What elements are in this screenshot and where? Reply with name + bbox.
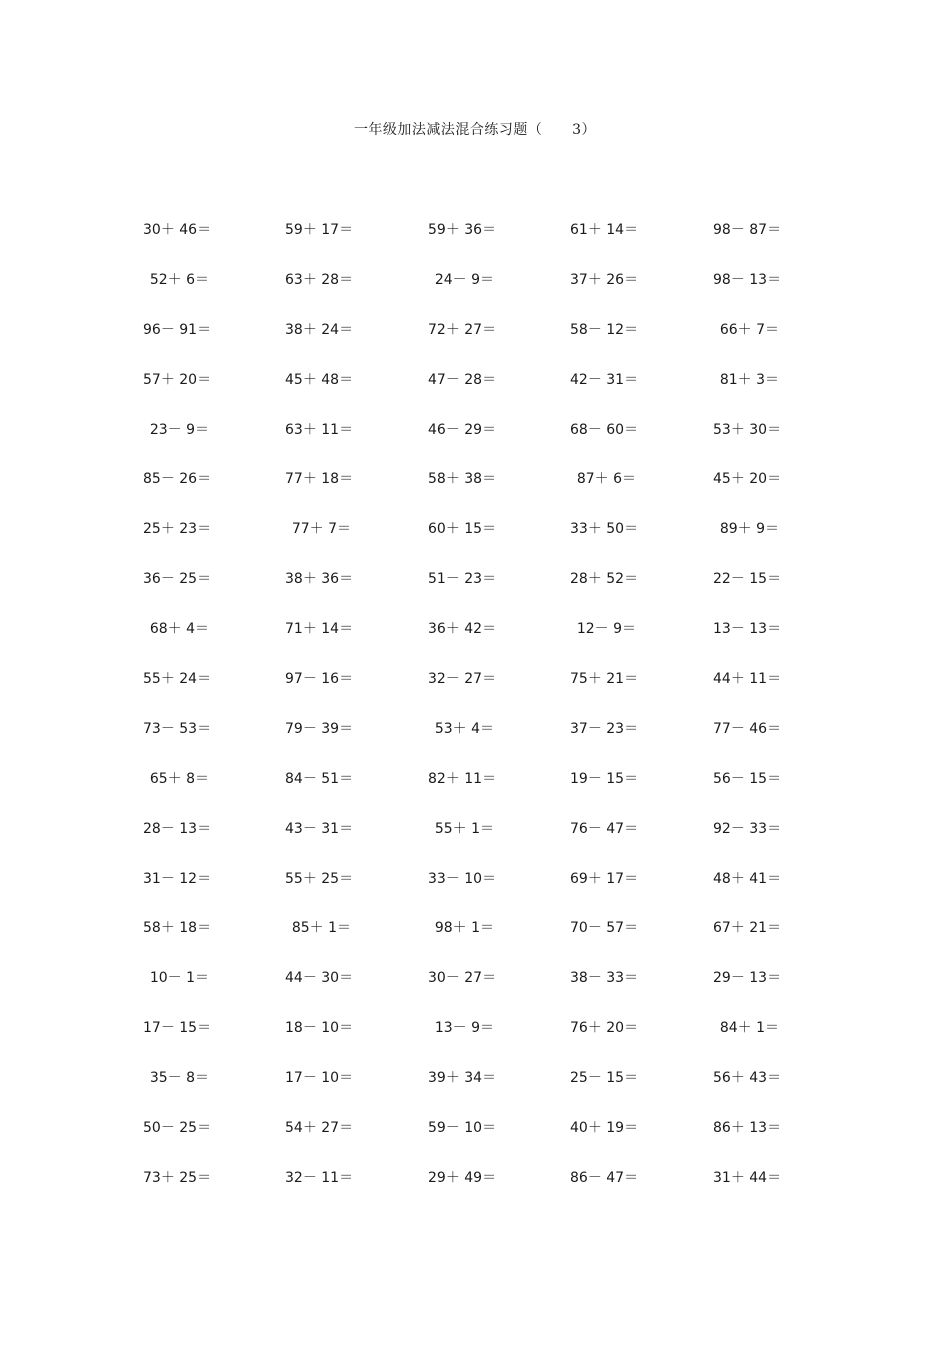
- arithmetic-problem: 72＋ 27＝: [428, 321, 497, 338]
- arithmetic-problem: 79－ 39＝: [285, 720, 354, 737]
- arithmetic-problem: 54＋ 27＝: [285, 1120, 354, 1137]
- arithmetic-problem: 59－ 10＝: [428, 1120, 497, 1137]
- arithmetic-problem: 76－ 47＝: [570, 820, 639, 837]
- arithmetic-problem: 36＋ 42＝: [428, 621, 497, 638]
- arithmetic-problem: 17－ 15＝: [143, 1020, 212, 1037]
- arithmetic-problem: 28＋ 52＝: [570, 571, 639, 588]
- arithmetic-problem: 92－ 33＝: [713, 820, 782, 837]
- page-title: 一年级加法减法混合练习题（ 3）: [353, 122, 597, 138]
- arithmetic-problem: 81＋ 3＝: [719, 371, 779, 388]
- arithmetic-problem: 24－ 9＝: [434, 271, 494, 288]
- arithmetic-problem: 28－ 13＝: [143, 820, 212, 837]
- arithmetic-problem: 43－ 31＝: [285, 820, 354, 837]
- problem-row: [0, 568, 950, 618]
- arithmetic-problem: 84－ 51＝: [285, 770, 354, 787]
- arithmetic-problem: 58＋ 38＝: [428, 471, 497, 488]
- problem-row: [0, 1117, 950, 1167]
- arithmetic-problem: 13－ 13＝: [713, 621, 782, 638]
- arithmetic-problem: 31－ 12＝: [143, 870, 212, 887]
- arithmetic-problem: 67＋ 21＝: [713, 920, 782, 937]
- arithmetic-problem: 85＋ 1＝: [291, 920, 351, 937]
- arithmetic-problem: 63＋ 28＝: [285, 271, 354, 288]
- arithmetic-problem: 97－ 16＝: [285, 671, 354, 688]
- arithmetic-problem: 12－ 9＝: [576, 621, 636, 638]
- arithmetic-problem: 86＋ 13＝: [713, 1120, 782, 1137]
- arithmetic-problem: 60＋ 15＝: [428, 521, 497, 538]
- arithmetic-problem: 33＋ 50＝: [570, 521, 639, 538]
- arithmetic-problem: 55＋ 1＝: [434, 820, 494, 837]
- arithmetic-problem: 69＋ 17＝: [570, 870, 639, 887]
- problem-row: [0, 269, 950, 319]
- problem-row: [0, 917, 950, 967]
- arithmetic-problem: 33－ 10＝: [428, 870, 497, 887]
- arithmetic-problem: 85－ 26＝: [143, 471, 212, 488]
- arithmetic-problem: 51－ 23＝: [428, 571, 497, 588]
- arithmetic-problem: 61＋ 14＝: [570, 222, 639, 238]
- problem-row: [0, 419, 950, 469]
- problem-row: [0, 369, 950, 419]
- arithmetic-problem: 47－ 28＝: [428, 371, 497, 388]
- problem-row: [0, 967, 950, 1017]
- arithmetic-problem: 30－ 27＝: [428, 970, 497, 987]
- arithmetic-problem: 68－ 60＝: [570, 421, 639, 438]
- arithmetic-problem: 87＋ 6＝: [576, 471, 636, 488]
- arithmetic-problem: 25＋ 23＝: [143, 521, 212, 538]
- arithmetic-problem: 55＋ 25＝: [285, 870, 354, 887]
- arithmetic-problem: 52＋ 6＝: [149, 271, 209, 288]
- arithmetic-problem: 56＋ 43＝: [713, 1070, 782, 1087]
- arithmetic-problem: 76＋ 20＝: [570, 1020, 639, 1037]
- arithmetic-problem: 25－ 15＝: [570, 1070, 639, 1087]
- arithmetic-problem: 38－ 33＝: [570, 970, 639, 987]
- arithmetic-problem: 39＋ 34＝: [428, 1070, 497, 1087]
- arithmetic-problem: 98＋ 1＝: [434, 920, 494, 937]
- arithmetic-problem: 84＋ 1＝: [719, 1020, 779, 1037]
- problem-row: [0, 1067, 950, 1117]
- arithmetic-problem: 38＋ 24＝: [285, 321, 354, 338]
- problem-grid: [0, 219, 950, 1217]
- arithmetic-problem: 68＋ 4＝: [149, 621, 209, 638]
- arithmetic-problem: 35－ 8＝: [149, 1070, 209, 1087]
- arithmetic-problem: 77＋ 7＝: [291, 521, 351, 538]
- problem-row: [0, 468, 950, 518]
- arithmetic-problem: 10－ 1＝: [149, 970, 209, 987]
- arithmetic-problem: 22－ 15＝: [713, 571, 782, 588]
- arithmetic-problem: 31＋ 44＝: [713, 1169, 782, 1186]
- arithmetic-problem: 63＋ 11＝: [285, 421, 354, 438]
- arithmetic-problem: 59＋ 17＝: [285, 222, 354, 238]
- problem-row: [0, 219, 950, 269]
- problem-row: [0, 718, 950, 768]
- problem-row: [0, 1167, 950, 1217]
- problem-row: [0, 818, 950, 868]
- arithmetic-problem: 44－ 30＝: [285, 970, 354, 987]
- arithmetic-problem: 48＋ 41＝: [713, 870, 782, 887]
- arithmetic-problem: 98－ 87＝: [713, 222, 782, 238]
- arithmetic-problem: 86－ 47＝: [570, 1169, 639, 1186]
- arithmetic-problem: 71＋ 14＝: [285, 621, 354, 638]
- problem-row: [0, 518, 950, 568]
- arithmetic-problem: 73＋ 25＝: [143, 1169, 212, 1186]
- arithmetic-problem: 36－ 25＝: [143, 571, 212, 588]
- arithmetic-problem: 70－ 57＝: [570, 920, 639, 937]
- arithmetic-problem: 30＋ 46＝: [143, 222, 212, 238]
- arithmetic-problem: 58－ 12＝: [570, 321, 639, 338]
- arithmetic-problem: 32－ 11＝: [285, 1169, 354, 1186]
- arithmetic-problem: 37－ 23＝: [570, 720, 639, 737]
- arithmetic-problem: 18－ 10＝: [285, 1020, 354, 1037]
- arithmetic-problem: 45＋ 48＝: [285, 371, 354, 388]
- arithmetic-problem: 77＋ 18＝: [285, 471, 354, 488]
- arithmetic-problem: 40＋ 19＝: [570, 1120, 639, 1137]
- arithmetic-problem: 50－ 25＝: [143, 1120, 212, 1137]
- problem-row: [0, 868, 950, 918]
- problem-row: [0, 319, 950, 369]
- arithmetic-problem: 58＋ 18＝: [143, 920, 212, 937]
- arithmetic-problem: 96－ 91＝: [143, 321, 212, 338]
- arithmetic-problem: 57＋ 20＝: [143, 371, 212, 388]
- arithmetic-problem: 42－ 31＝: [570, 371, 639, 388]
- arithmetic-problem: 73－ 53＝: [143, 720, 212, 737]
- arithmetic-problem: 65＋ 8＝: [149, 770, 209, 787]
- arithmetic-problem: 29－ 13＝: [713, 970, 782, 987]
- arithmetic-problem: 53＋ 30＝: [713, 421, 782, 438]
- arithmetic-problem: 13－ 9＝: [434, 1020, 494, 1037]
- arithmetic-problem: 44＋ 11＝: [713, 671, 782, 688]
- arithmetic-problem: 98－ 13＝: [713, 271, 782, 288]
- arithmetic-problem: 17－ 10＝: [285, 1070, 354, 1087]
- arithmetic-problem: 53＋ 4＝: [434, 720, 494, 737]
- arithmetic-problem: 19－ 15＝: [570, 770, 639, 787]
- arithmetic-problem: 46－ 29＝: [428, 421, 497, 438]
- arithmetic-problem: 56－ 15＝: [713, 770, 782, 787]
- arithmetic-problem: 32－ 27＝: [428, 671, 497, 688]
- arithmetic-problem: 37＋ 26＝: [570, 271, 639, 288]
- arithmetic-problem: 75＋ 21＝: [570, 671, 639, 688]
- arithmetic-problem: 29＋ 49＝: [428, 1169, 497, 1186]
- arithmetic-problem: 55＋ 24＝: [143, 671, 212, 688]
- problem-row: [0, 1017, 950, 1067]
- arithmetic-problem: 38＋ 36＝: [285, 571, 354, 588]
- arithmetic-problem: 82＋ 11＝: [428, 770, 497, 787]
- arithmetic-problem: 23－ 9＝: [149, 421, 209, 438]
- arithmetic-problem: 66＋ 7＝: [719, 321, 779, 338]
- arithmetic-problem: 59＋ 36＝: [428, 222, 497, 238]
- problem-row: [0, 618, 950, 668]
- arithmetic-problem: 77－ 46＝: [713, 720, 782, 737]
- problem-row: [0, 668, 950, 718]
- problem-row: [0, 768, 950, 818]
- arithmetic-problem: 89＋ 9＝: [719, 521, 779, 538]
- arithmetic-problem: 45＋ 20＝: [713, 471, 782, 488]
